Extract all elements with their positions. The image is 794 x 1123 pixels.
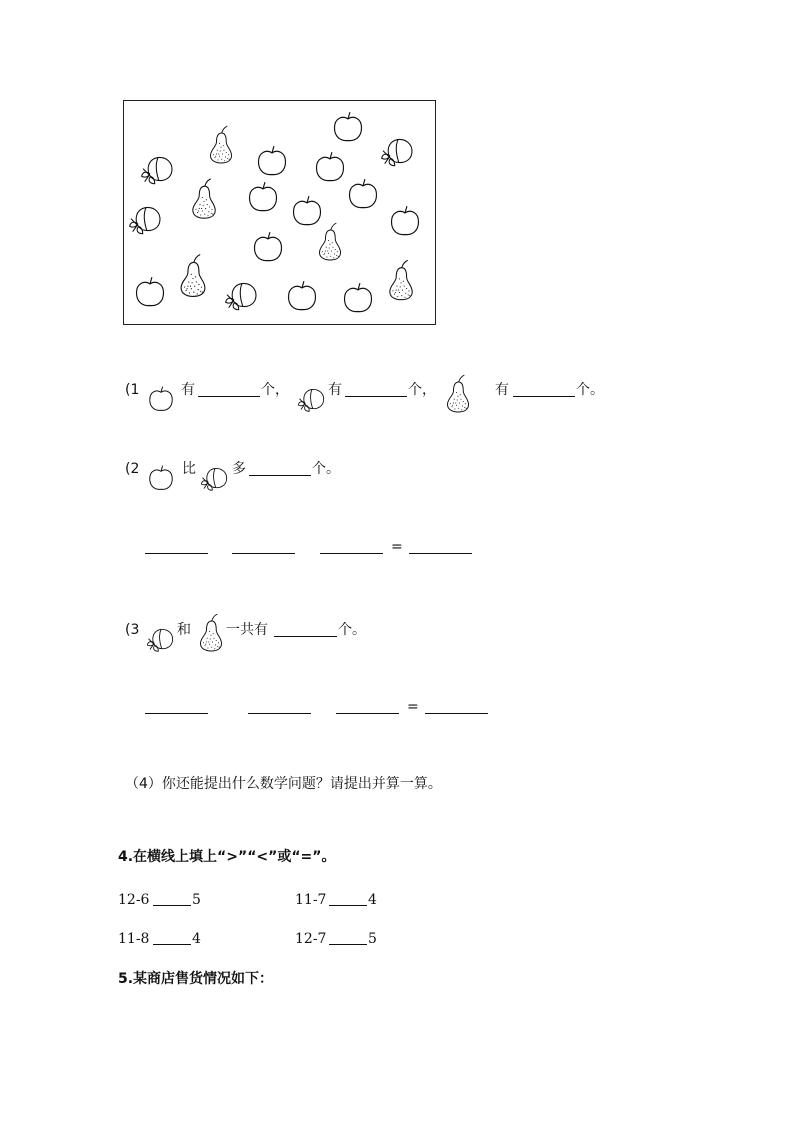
part-3-prefix: (3	[125, 622, 140, 638]
compare-blank[interactable]	[153, 944, 191, 945]
compare-right: 5	[368, 931, 377, 947]
compare-left: 11-7	[295, 892, 327, 908]
peach-count-blank[interactable]	[345, 396, 407, 397]
question-5-title: 5.某商店售货情况如下：	[118, 971, 274, 987]
pear-icon	[211, 126, 232, 163]
equation-result-blank[interactable]	[425, 713, 488, 714]
total-label: 一共有	[226, 622, 268, 638]
apple-icon	[345, 284, 372, 312]
total-blank[interactable]	[274, 636, 337, 637]
peach-icon	[130, 207, 160, 233]
peach-unit: 个，	[408, 382, 436, 398]
pear-icon	[443, 373, 473, 415]
apple-icon	[317, 153, 344, 181]
compare-left: 12-7	[295, 931, 327, 947]
peach-icon	[297, 384, 327, 414]
equation-blank-1[interactable]	[145, 553, 208, 554]
apple-has-label: 有	[181, 382, 195, 398]
compare-blank[interactable]	[153, 905, 191, 906]
peach-icon	[226, 283, 256, 309]
part-4-question: （4）你还能提出什么数学问题？请提出并算一算。	[125, 776, 442, 792]
and-label: 和	[177, 622, 191, 638]
apple-icon	[255, 233, 282, 261]
fruit-picture	[123, 100, 436, 325]
compare-right: 4	[368, 892, 377, 908]
apple-icon	[259, 147, 286, 175]
pear-icon	[193, 179, 215, 218]
apple-icon	[289, 282, 316, 310]
peach-icon	[200, 463, 230, 493]
equation-blank-1[interactable]	[145, 713, 208, 714]
compare-label: 比	[182, 461, 196, 477]
equation-blank-2[interactable]	[248, 713, 311, 714]
part-3-unit: 个。	[338, 622, 366, 638]
question-4-title: 4.在横线上填上“>”“<”或“=”。	[118, 849, 336, 865]
pear-count-blank[interactable]	[513, 396, 575, 397]
equals-sign: =	[407, 699, 419, 715]
peach-icon	[142, 157, 172, 183]
apple-icon	[250, 183, 277, 211]
part-1-prefix: (1	[125, 382, 140, 398]
apple-icon	[146, 463, 176, 493]
apple-icon	[350, 180, 377, 208]
compare-blank[interactable]	[329, 944, 367, 945]
compare-blank[interactable]	[329, 905, 367, 906]
equals-sign: =	[391, 539, 403, 555]
apple-icon	[392, 207, 419, 235]
pear-icon	[320, 223, 341, 260]
equation-result-blank[interactable]	[409, 553, 472, 554]
equation-blank-2[interactable]	[232, 553, 295, 554]
pear-icon	[390, 261, 412, 300]
part-2-unit: 个。	[312, 461, 340, 477]
apple-count-blank[interactable]	[198, 396, 260, 397]
compare-left: 11-8	[118, 931, 150, 947]
pear-icon	[181, 255, 205, 297]
apple-icon	[137, 278, 164, 306]
pear-unit: 个。	[576, 382, 604, 398]
peach-has-label: 有	[328, 382, 342, 398]
more-label: 多	[232, 461, 246, 477]
apple-icon	[146, 384, 176, 414]
equation-blank-3[interactable]	[336, 713, 399, 714]
pear-icon	[196, 612, 226, 654]
peach-icon	[146, 624, 176, 654]
apple-icon	[294, 197, 321, 225]
apple-unit: 个，	[261, 382, 289, 398]
difference-blank[interactable]	[249, 475, 311, 476]
equation-blank-3[interactable]	[320, 553, 383, 554]
part-2-prefix: (2	[125, 461, 140, 477]
compare-left: 12-6	[118, 892, 150, 908]
peach-icon	[382, 139, 412, 165]
compare-right: 4	[192, 931, 201, 947]
pear-has-label: 有	[495, 382, 509, 398]
compare-right: 5	[192, 892, 201, 908]
apple-icon	[335, 113, 362, 141]
